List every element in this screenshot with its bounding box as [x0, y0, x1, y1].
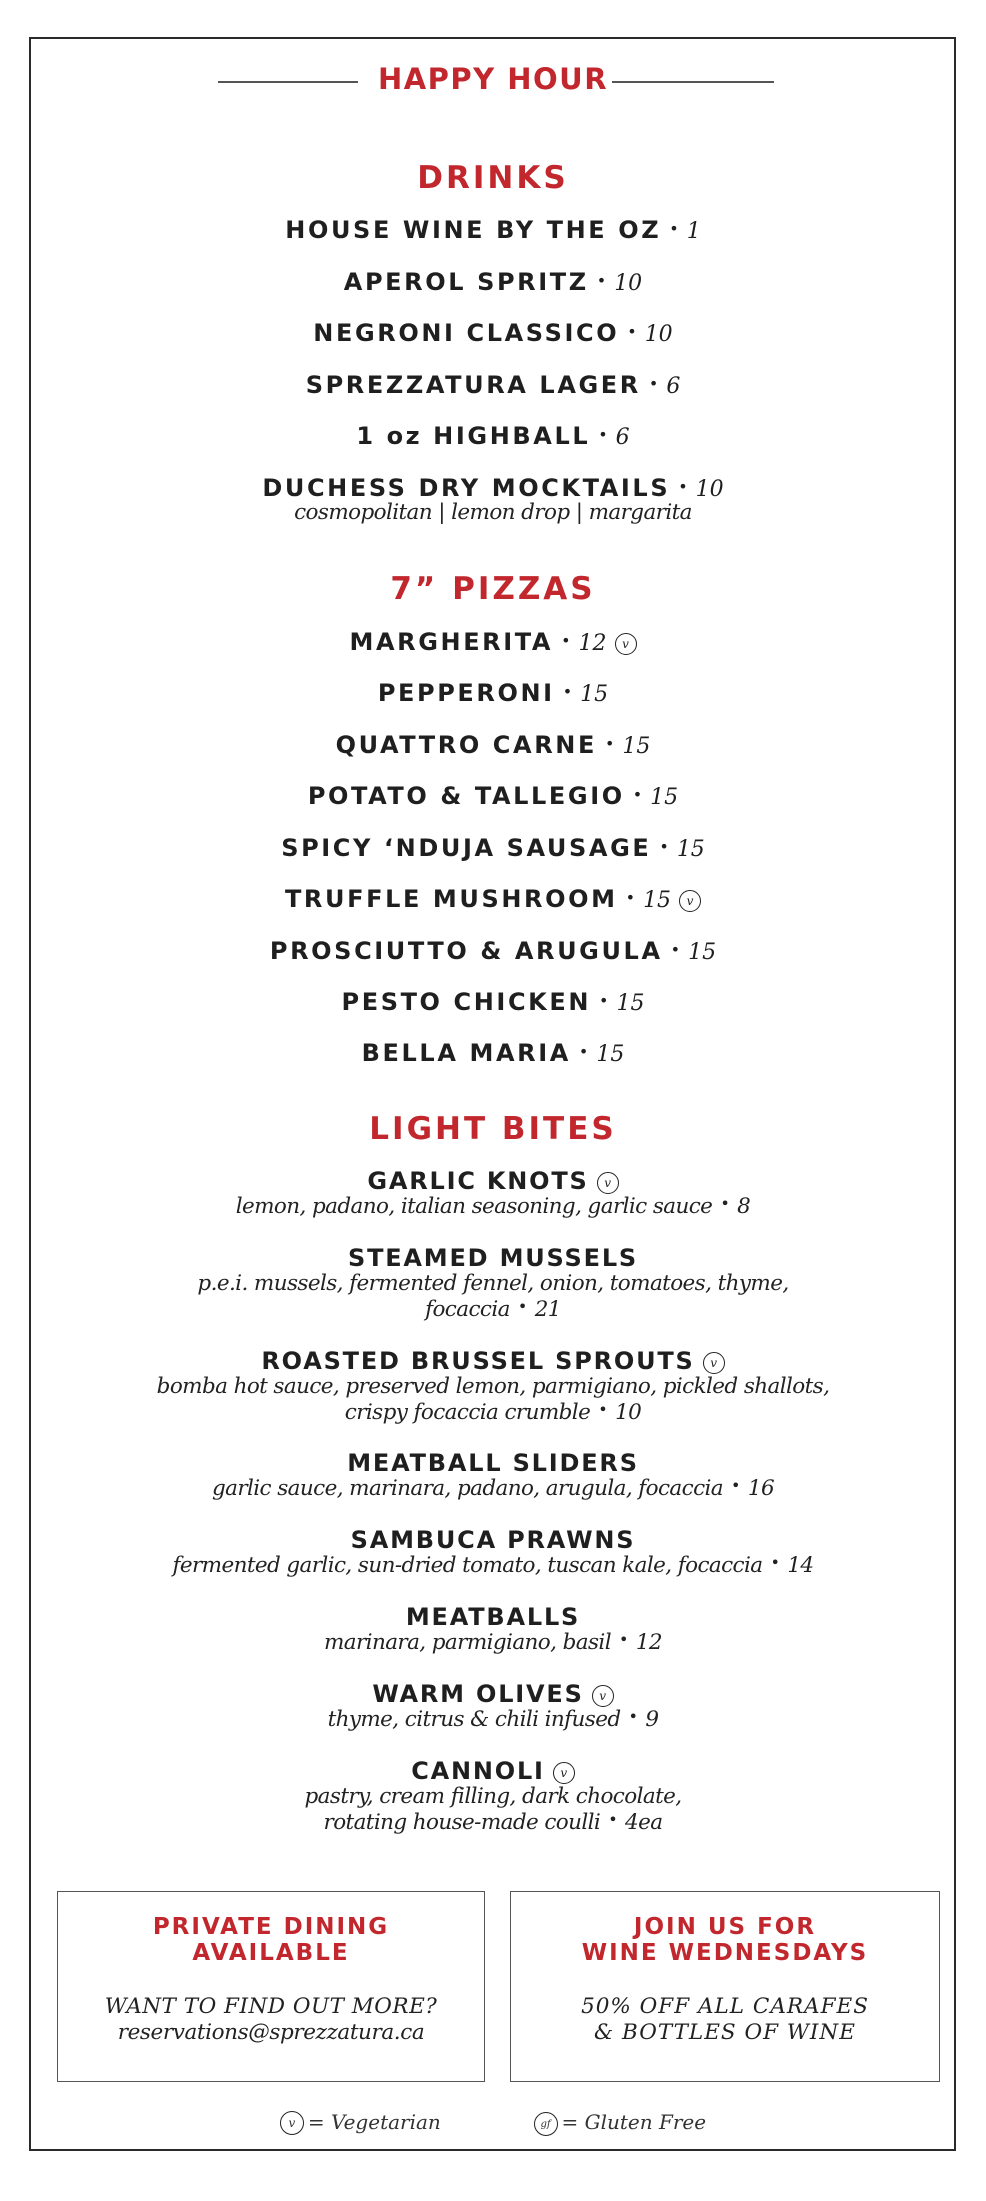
vegetarian-icon: v: [280, 2111, 304, 2135]
item-description: thyme, citrus & chili infused • 9: [327, 1707, 659, 1732]
item-name: BELLA MARIA: [361, 1039, 571, 1067]
bite-item: [0, 1449, 986, 1477]
item-name: PROSCIUTTO & ARUGULA: [269, 937, 663, 965]
item-description: cosmopolitan | lemon drop | margarita: [294, 500, 692, 525]
box-text: 50% OFF ALL CARAFES: [581, 1994, 869, 2019]
drink-item: SPREZZATURA LAGER • 6: [305, 371, 681, 399]
legend-gluten-free-label: = Gluten Free: [561, 2110, 707, 2134]
item-price: 15: [676, 837, 705, 862]
item-price: 4ea: [625, 1810, 663, 1835]
bite-item: [0, 1603, 986, 1631]
drink-item: 1 oz HIGHBALL • 6: [356, 422, 630, 450]
item-price: 12: [635, 1630, 662, 1655]
item-price: 10: [695, 477, 724, 502]
item-price: 10: [614, 271, 643, 296]
pizza-item: BELLA MARIA • 15: [361, 1039, 625, 1067]
vegetarian-icon: v: [615, 633, 637, 655]
box-title: WINE WEDNESDAYS: [581, 1940, 869, 1966]
box-text: WANT TO FIND OUT MORE?: [104, 1994, 438, 2019]
pizza-item: PROSCIUTTO & ARUGULA • 15: [269, 937, 717, 965]
vegetarian-icon: v: [553, 1762, 575, 1784]
item-description: focaccia • 21: [425, 1297, 561, 1322]
item-name: STEAMED MUSSELS: [347, 1244, 638, 1272]
dietary-legend: [0, 2110, 986, 2136]
item-price: 6: [666, 374, 681, 399]
item-name: SPICY ‘NDUJA SAUSAGE: [281, 834, 652, 862]
pizza-item: QUATTRO CARNE • 15: [335, 731, 651, 759]
box-title: AVAILABLE: [192, 1940, 350, 1966]
item-name: TRUFFLE MUSHROOM: [284, 885, 618, 913]
reservations-email-link[interactable]: reservations@sprezzatura.ca: [117, 2020, 425, 2045]
item-price: 12: [578, 631, 607, 656]
private-dining-box: [57, 1891, 485, 2082]
item-name: CANNOLI: [411, 1757, 545, 1785]
drink-item: DUCHESS DRY MOCKTAILS • 10: [262, 474, 724, 502]
bite-item: [0, 1757, 986, 1785]
item-description: pastry, cream filling, dark chocolate,: [304, 1784, 682, 1809]
item-price: 8: [737, 1194, 751, 1219]
bite-item: [0, 1347, 986, 1375]
pizza-item: MARGHERITA • 12 v: [0, 628, 986, 656]
pizza-item: PESTO CHICKEN • 15: [341, 988, 645, 1016]
pizza-item: POTATO & TALLEGIO • 15: [307, 782, 679, 810]
section-title-drinks: DRINKS: [417, 160, 569, 196]
item-description: crispy focaccia crumble • 10: [344, 1400, 642, 1425]
item-name: ROASTED BRUSSEL SPROUTS: [261, 1347, 695, 1375]
bite-item: [0, 1680, 986, 1708]
pizza-item: TRUFFLE MUSHROOM • 15 v: [0, 885, 986, 913]
item-price: 15: [616, 991, 645, 1016]
item-price: 15: [580, 682, 609, 707]
item-price: 21: [534, 1297, 561, 1322]
item-name: HOUSE WINE BY THE OZ: [285, 216, 662, 244]
item-name: MARGHERITA: [349, 628, 554, 656]
item-name: GARLIC KNOTS: [367, 1167, 589, 1195]
item-name: PEPPERONI: [377, 679, 555, 707]
menu-title: HAPPY HOUR: [377, 62, 609, 96]
item-name: SAMBUCA PRAWNS: [350, 1526, 636, 1554]
box-title: PRIVATE DINING: [152, 1914, 390, 1940]
item-price: 10: [615, 1400, 642, 1425]
item-name: 1 oz HIGHBALL: [356, 422, 591, 450]
bite-item: [0, 1167, 986, 1195]
drink-item: NEGRONI CLASSICO • 10: [313, 319, 673, 347]
box-title: JOIN US FOR: [633, 1914, 817, 1940]
vegetarian-icon: v: [679, 890, 701, 912]
item-description: marinara, parmigiano, basil • 12: [323, 1630, 662, 1655]
item-name: PESTO CHICKEN: [341, 988, 592, 1016]
item-name: DUCHESS DRY MOCKTAILS: [262, 474, 671, 502]
item-name: APEROL SPRITZ: [343, 268, 589, 296]
item-name: WARM OLIVES: [372, 1680, 584, 1708]
vegetarian-icon: v: [703, 1352, 725, 1374]
section-title-light-bites: LIGHT BITES: [369, 1111, 617, 1147]
section-title-pizzas: 7” PIZZAS: [390, 571, 596, 607]
vegetarian-icon: v: [592, 1685, 614, 1707]
item-description: fermented garlic, sun-dried tomato, tuscan kale, focaccia • 14: [172, 1553, 814, 1578]
bite-item: [0, 1244, 986, 1272]
item-price: 14: [787, 1553, 814, 1578]
pizza-item: SPICY ‘NDUJA SAUSAGE • 15: [281, 834, 705, 862]
item-price: 15: [688, 940, 717, 965]
vegetarian-icon: v: [597, 1172, 619, 1194]
item-price: 15: [622, 734, 651, 759]
bite-item: [0, 1526, 986, 1554]
item-price: 15: [596, 1042, 625, 1067]
item-description: rotating house-made coulli • 4ea: [323, 1810, 663, 1835]
wine-wednesdays-box: [510, 1891, 940, 2082]
gluten-free-icon: gf: [534, 2112, 558, 2136]
item-name: NEGRONI CLASSICO: [313, 319, 620, 347]
item-name: MEATBALL SLIDERS: [347, 1449, 639, 1477]
item-name: POTATO & TALLEGIO: [307, 782, 625, 810]
drink-item: HOUSE WINE BY THE OZ • 1: [285, 216, 701, 244]
item-description: p.e.i. mussels, fermented fennel, onion, tomatoes, thyme,: [197, 1271, 789, 1296]
drink-item: APEROL SPRITZ • 10: [343, 268, 643, 296]
item-name: MEATBALLS: [405, 1603, 581, 1631]
pizza-item: PEPPERONI • 15: [377, 679, 609, 707]
item-price: 1: [686, 219, 701, 244]
item-price: 10: [644, 322, 673, 347]
item-description: lemon, padano, italian seasoning, garlic sauce • 8: [235, 1194, 751, 1219]
item-name: SPREZZATURA LAGER: [305, 371, 641, 399]
box-text: & BOTTLES OF WINE: [594, 2020, 856, 2045]
item-price: 9: [645, 1707, 659, 1732]
item-price: 6: [615, 425, 630, 450]
legend-vegetarian-label: = Vegetarian: [307, 2110, 441, 2134]
item-price: 15: [643, 888, 672, 913]
item-description: garlic sauce, marinara, padano, arugula, focaccia • 16: [211, 1476, 775, 1501]
item-description: bomba hot sauce, preserved lemon, parmigiano, pickled shallots,: [156, 1374, 830, 1399]
item-price: 15: [650, 785, 679, 810]
item-name: QUATTRO CARNE: [335, 731, 597, 759]
item-price: 16: [747, 1476, 775, 1501]
